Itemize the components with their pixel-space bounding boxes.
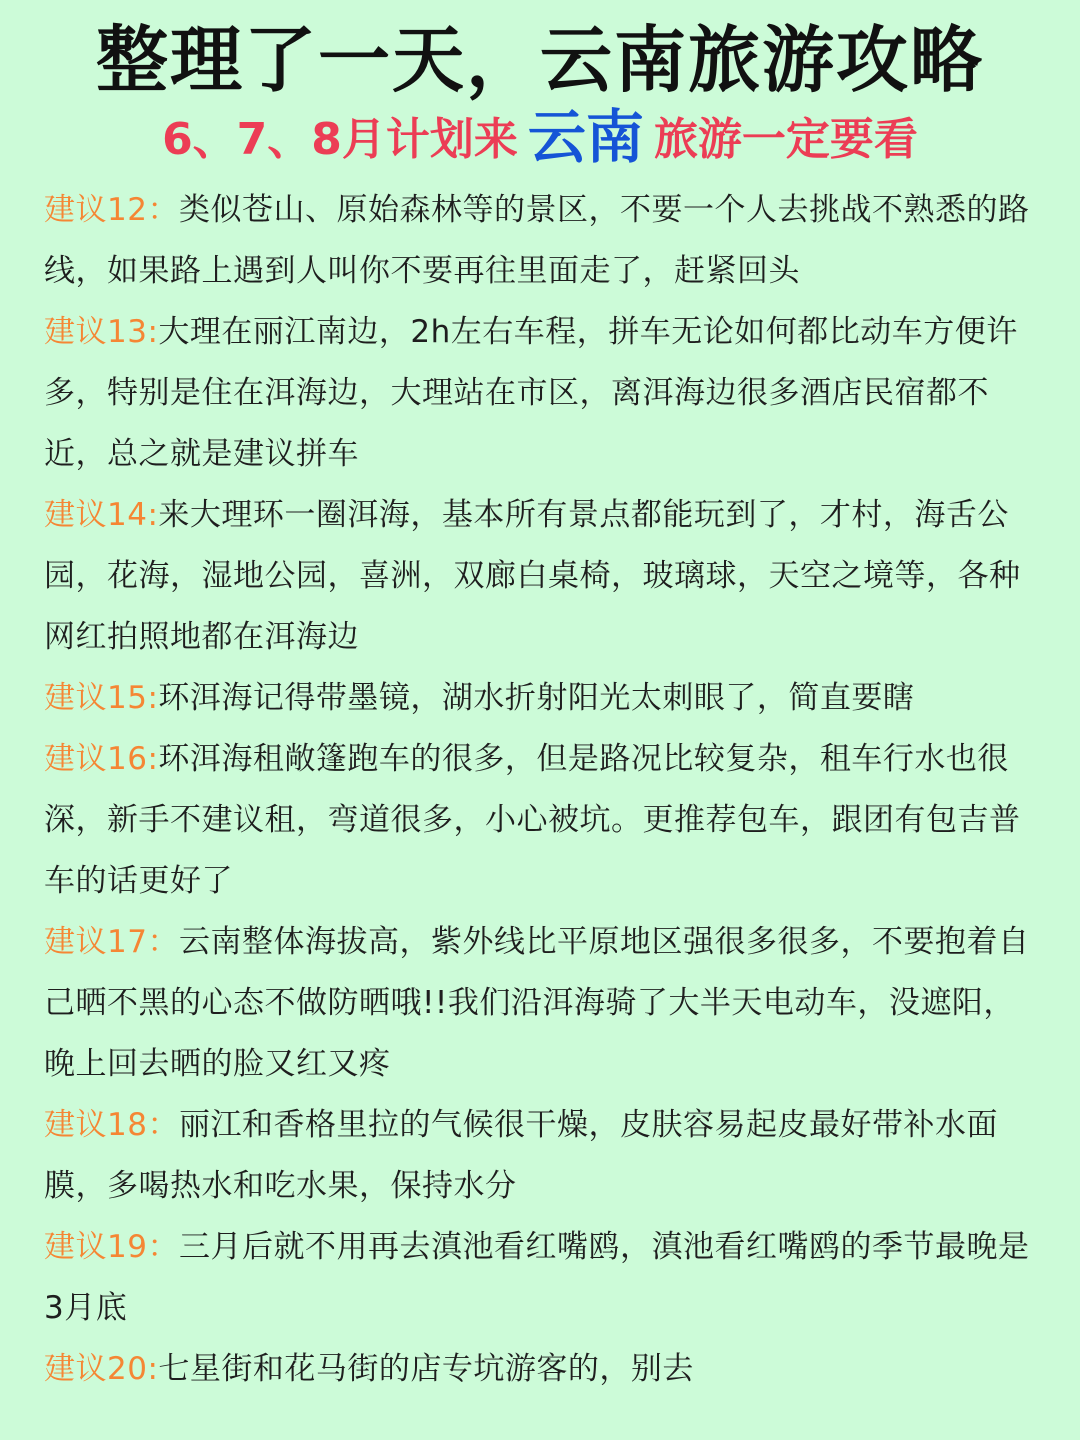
tip-label: 建议17：: [44, 924, 179, 960]
tip-text: 云南整体海拔高，紫外线比平原地区强很多很多，不要抱着自己晒不黑的心态不做防晒哦!!我们沿洱海骑了大半天电动车，没遮阳，晚上回去晒的脸又红又疼: [44, 924, 1030, 1082]
tip-label: 建议16:: [44, 741, 159, 777]
tip-label: 建议13:: [44, 314, 159, 350]
subtitle-prefix: 6、7、8月计划来: [162, 114, 518, 165]
tip-label: 建议20:: [44, 1351, 159, 1387]
tip-label: 建议18：: [44, 1107, 179, 1143]
tip-label: 建议15:: [44, 680, 159, 716]
tip-label: 建议14:: [44, 497, 159, 533]
subtitle-suffix: 旅游一定要看: [653, 114, 918, 165]
page-title: 整理了一天，云南旅游攻略: [95, 18, 984, 102]
subtitle-highlight: 云南: [527, 103, 644, 171]
tip-text: 三月后就不用再去滇池看红嘴鸥，滇池看红嘴鸥的季节最晚是3月底: [44, 1229, 1030, 1326]
tip-text: 七星街和花马街的店专坑游客的，别去: [158, 1351, 694, 1387]
tip-text: 环洱海记得带墨镜，湖水折射阳光太刺眼了，简直要瞎: [158, 680, 915, 716]
tip-item: [44, 1339, 1036, 1400]
tip-label: 建议12：: [44, 192, 179, 228]
page-subtitle: [44, 103, 1036, 171]
tip-text: 大理在丽江南边，2h左右车程，拼车无论如何都比动车方便许多，特别是住在洱海边，大理站在市区，离洱海边很多酒店民宿都不近，总之就是建议拼车: [44, 314, 1018, 472]
tip-label: 建议19：: [44, 1229, 179, 1265]
tip-item: [44, 1095, 1036, 1217]
tip-text: 丽江和香格里拉的气候很干燥，皮肤容易起皮最好带补水面膜，多喝热水和吃水果，保持水分: [44, 1107, 998, 1204]
tip-text: 环洱海租敞篷跑车的很多，但是路况比较复杂，租车行水也很深，新手不建议租，弯道很多，小心被坑。更推荐包车，跟团有包吉普车的话更好了: [44, 741, 1021, 899]
tip-item: [44, 302, 1036, 485]
tip-item: [44, 485, 1036, 668]
tip-text: 类似苍山、原始森林等的景区，不要一个人去挑战不熟悉的路线，如果路上遇到人叫你不要再往里面走了，赶紧回头: [44, 192, 1030, 289]
tip-item: [44, 1217, 1036, 1339]
tip-text: 来大理环一圈洱海，基本所有景点都能玩到了，才村，海舌公园，花海，湿地公园，喜洲，双廊白桌椅，玻璃球，天空之境等，各种网红拍照地都在洱海边: [44, 497, 1021, 655]
tip-item: [44, 912, 1036, 1095]
tip-item: [44, 180, 1036, 302]
tip-item: [44, 729, 1036, 912]
tip-item: [44, 668, 1036, 729]
tips-list: [44, 180, 1036, 1400]
